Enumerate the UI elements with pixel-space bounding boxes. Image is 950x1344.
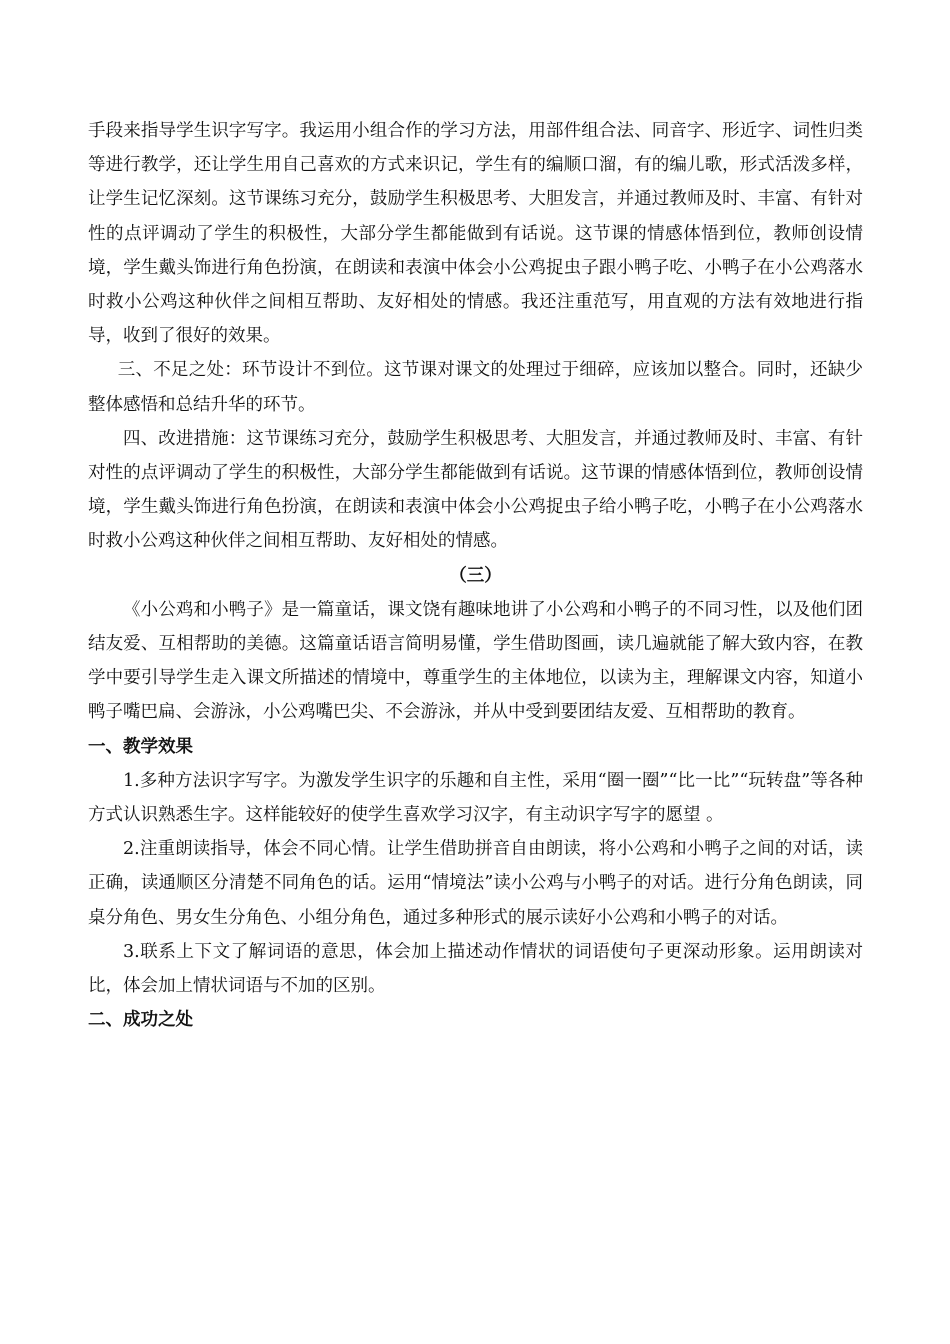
list-item-3: 3.联系上下文了解词语的意思，体会加上描述动作情状的词语使句子更深动形象。运用朗读对比，体会加上情状词语与不加的区别。 [88, 941, 863, 997]
document-body [88, 114, 863, 1037]
paragraph-improvements: 四、改进措施：这节课练习充分，鼓励学生积极思考、大胆发言，并通过教师及时、丰富、有针对性的点评调动了学生的积极性，大部分学生都能做到有话说。这节课的情感体悟到位，教师创设情境，学生戴头饰进行角色扮演，在朗读和表演中体会小公鸡捉虫子给小鸭子吃，小鸭子在小公鸡落水时救小公鸡这种伙伴之间相互帮助、友好相处的情感。 [88, 428, 863, 552]
list-item-1: 1.多种方法识字写字。为激发学生识字的乐趣和自主性，采用“圈一圈”“比一比”“玩转盘”等各种方式认识熟悉生字。这样能较好的使学生喜欢学习汉字，有主动识字写字的愿望 。 [88, 770, 863, 826]
heading-teaching-effect: 一、教学效果 [88, 736, 193, 757]
paragraph-continuation: 手段来指导学生识字写字。我运用小组合作的学习方法，用部件组合法、同音字、形近字、词性归类等进行教学，还让学生用自己喜欢的方式来识记，学生有的编顺口溜，有的编儿歌，形式活泼多样，让学生记忆深刻。这节课练习充分，鼓励学生积极思考、大胆发言，并通过教师及时、丰富、有针对性的点评调动了学生的积极性，大部分学生都能做到有话说。这节课的情感体悟到位，教师创设情境，学生戴头饰进行角色扮演，在朗读和表演中体会小公鸡捉虫子跟小鸭子吃、小鸭子在小公鸡落水时救小公鸡这种伙伴之间相互帮助、友好相处的情感。我还注重范写，用直观的方法有效地进行指导，收到了很好的效果。 [88, 121, 863, 347]
paragraph-intro: 《小公鸡和小鸭子》是一篇童话，课文饶有趣味地讲了小公鸡和小鸭子的不同习性，以及他们团结友爱、互相帮助的美德。这篇童话语言简明易懂，学生借助图画，读几遍就能了解大致内容，在教学中要引导学生走入课文所描述的情境中，尊重学生的主体地位，以读为主，理解课文内容，知道小鸭子嘴巴扁、会游泳，小公鸡嘴巴尖、不会游泳，并从中受到要团结友爱、互相帮助的教育。 [88, 599, 863, 723]
heading-successes: 二、成功之处 [88, 1010, 193, 1031]
paragraph-shortcomings: 三、不足之处：环节设计不到位。这节课对课文的处理过于细碎，应该加以整合。同时，还缺少整体感悟和总结升华的环节。 [88, 360, 863, 415]
list-item-2: 2.注重朗读指导，体会不同心情。让学生借助拼音自由朗读，将小公鸡和小鸭子之间的对话，读正确，读通顺区分清楚不同角色的话。运用“情境法”读小公鸡与小鸭子的对话。进行分角色朗读，同桌分角色、男女生分角色、小组分角色，通过多种形式的展示读好小公鸡和小鸭子的对话。 [88, 839, 863, 928]
section-title: （三） [449, 565, 502, 586]
